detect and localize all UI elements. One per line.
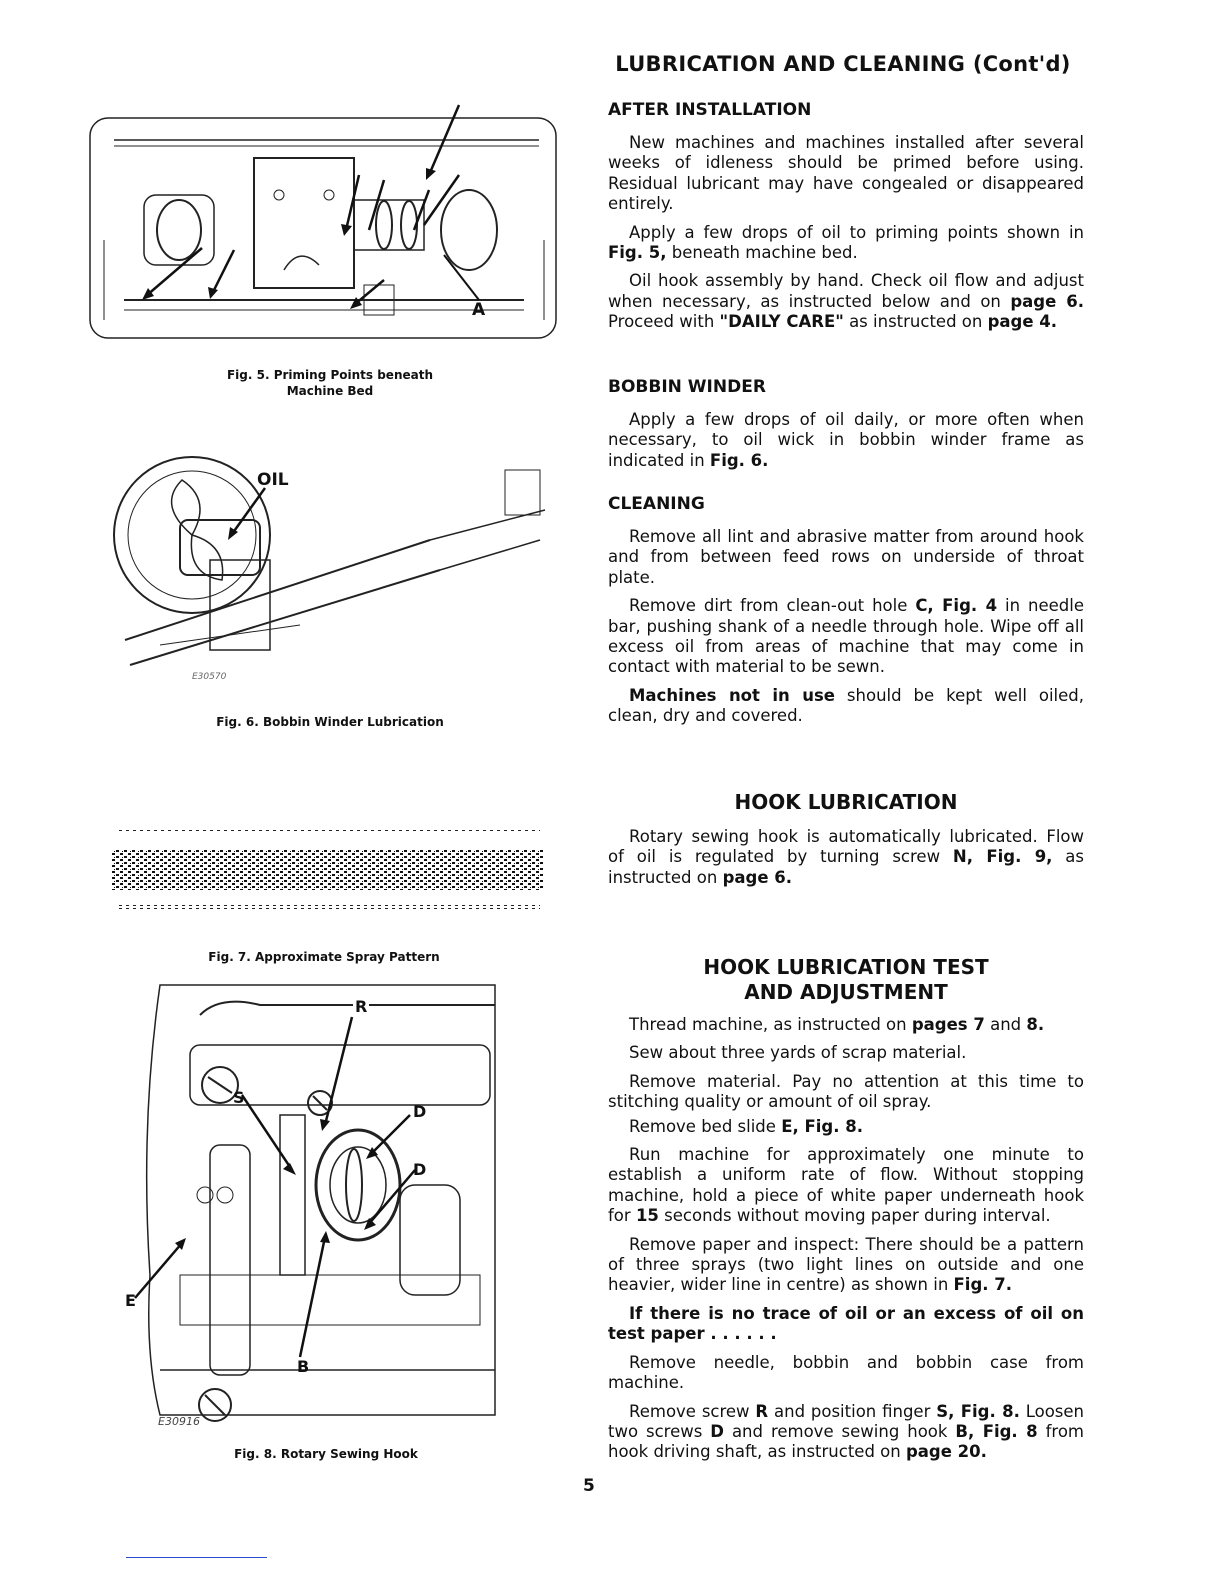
fig5-caption: Fig. 5. Priming Points beneath Machine Bed (226, 368, 433, 398)
fig8-code: E30916 (158, 1415, 200, 1428)
paragraph: Rotary sewing hook is automatically lubricated. Flow of oil is regulated by turning screw N, Fig. 9, as instructed on page 6. (608, 827, 1085, 887)
paragraph: Remove dirt from clean-out hole C, Fig. 4 in needle bar, pushing shank of a needle through hole. Wipe off all excess oil from areas of machine that may come in contact with material to be sewn. (608, 596, 1084, 677)
fig7-spray-pattern (112, 823, 544, 915)
spray-line-light-top (116, 829, 540, 833)
paragraph: Thread machine, as instructed on pages 7 and 8. (629, 1015, 1045, 1034)
paragraph: Apply a few drops of oil daily, or more often when necessary, to oil wick in bobbin winder frame as indicated in Fig. 6. (608, 410, 1084, 470)
fig5-label-a: A (472, 300, 486, 320)
footer-divider (126, 1557, 267, 1558)
paragraph: Remove screw R and position finger S, Fig. 8. Loosen two screws D and remove sewing hook B, Fig. 8 from hook driving shaft, as instructed on page 20. (608, 1401, 1085, 1462)
section-hook-test (608, 955, 1084, 1463)
paragraph: Machines not in use should be kept well oiled, clean, dry and covered. (608, 685, 1084, 726)
paragraph: Sew about three yards of scrap material. (629, 1043, 967, 1063)
spray-line-light-bottom (116, 905, 540, 909)
fig8-label-s: S (233, 1088, 245, 1107)
paragraph: Remove paper and inspect: There should be a pattern of three sprays (two light lines on outside and one heavier, wider line in centre) as shown in Fig. 7. (608, 1234, 1084, 1295)
section-heading: CLEANING (608, 494, 705, 514)
paragraph: Remove bed slide E, Fig. 8. (629, 1116, 863, 1136)
section-after-installation (608, 100, 1084, 333)
fig6-code: E30570 (192, 672, 227, 682)
page-title: LUBRICATION AND CLEANING (Cont'd) (615, 52, 1071, 76)
section-heading: AND ADJUSTMENT (744, 980, 948, 1004)
paragraph: Run machine for approximately one minute to establish a uniform rate of flow. Without stopping machine, hold a piece of white paper underneath hook for 15 seconds without moving paper during interval. (608, 1145, 1084, 1226)
section-hook-lubrication (608, 790, 1084, 888)
fig7-caption: Fig. 7. Approximate Spray Pattern (208, 950, 440, 964)
section-heading: AFTER INSTALLATION (608, 100, 812, 120)
fig5-illustration (84, 100, 564, 358)
paragraph: Oil hook assembly by hand. Check oil flow and adjust when necessary, as instructed below and on page 6. Proceed with "DAILY CARE" as instructed on page 4. (608, 271, 1084, 332)
section-heading: HOOK LUBRICATION (734, 790, 958, 814)
fig8-label-d2: D (413, 1160, 427, 1179)
fig8-label-d1: D (413, 1102, 427, 1121)
paragraph: Remove material. Pay no attention at this time to stitching quality or amount of oil spray. (608, 1071, 1084, 1112)
fig8-caption: Fig. 8. Rotary Sewing Hook (234, 1447, 418, 1461)
section-heading: HOOK LUBRICATION TEST (703, 955, 989, 979)
fig8-label-r: R (355, 997, 368, 1016)
fig8-illustration (120, 975, 500, 1430)
paragraph: Remove needle, bobbin and bobbin case from machine. (608, 1352, 1084, 1393)
section-bobbin-winder (608, 377, 1084, 471)
fig6-caption: Fig. 6. Bobbin Winder Lubrication (216, 715, 444, 729)
fig8-label-e: E (125, 1291, 136, 1310)
paragraph: Remove all lint and abrasive matter from around hook and from between feed rows on underside of throat plate. (608, 527, 1084, 587)
section-heading: BOBBIN WINDER (608, 377, 766, 397)
paragraph: New machines and machines installed after several weeks of idleness should be primed before using. Residual lubricant may have congealed or disappeared entirely. (608, 133, 1084, 214)
fig6-label-oil: OIL (257, 470, 289, 490)
paragraph: Apply a few drops of oil to priming points shown in Fig. 5, beneath machine bed. (608, 222, 1084, 263)
paragraph: If there is no trace of oil or an excess of oil on test paper . . . . . . (608, 1303, 1084, 1344)
page-number: 5 (583, 1476, 595, 1496)
fig6-illustration (100, 450, 550, 690)
section-cleaning (608, 494, 1084, 727)
spray-line-heavy-center (112, 850, 544, 890)
fig8-label-b: B (297, 1357, 310, 1376)
